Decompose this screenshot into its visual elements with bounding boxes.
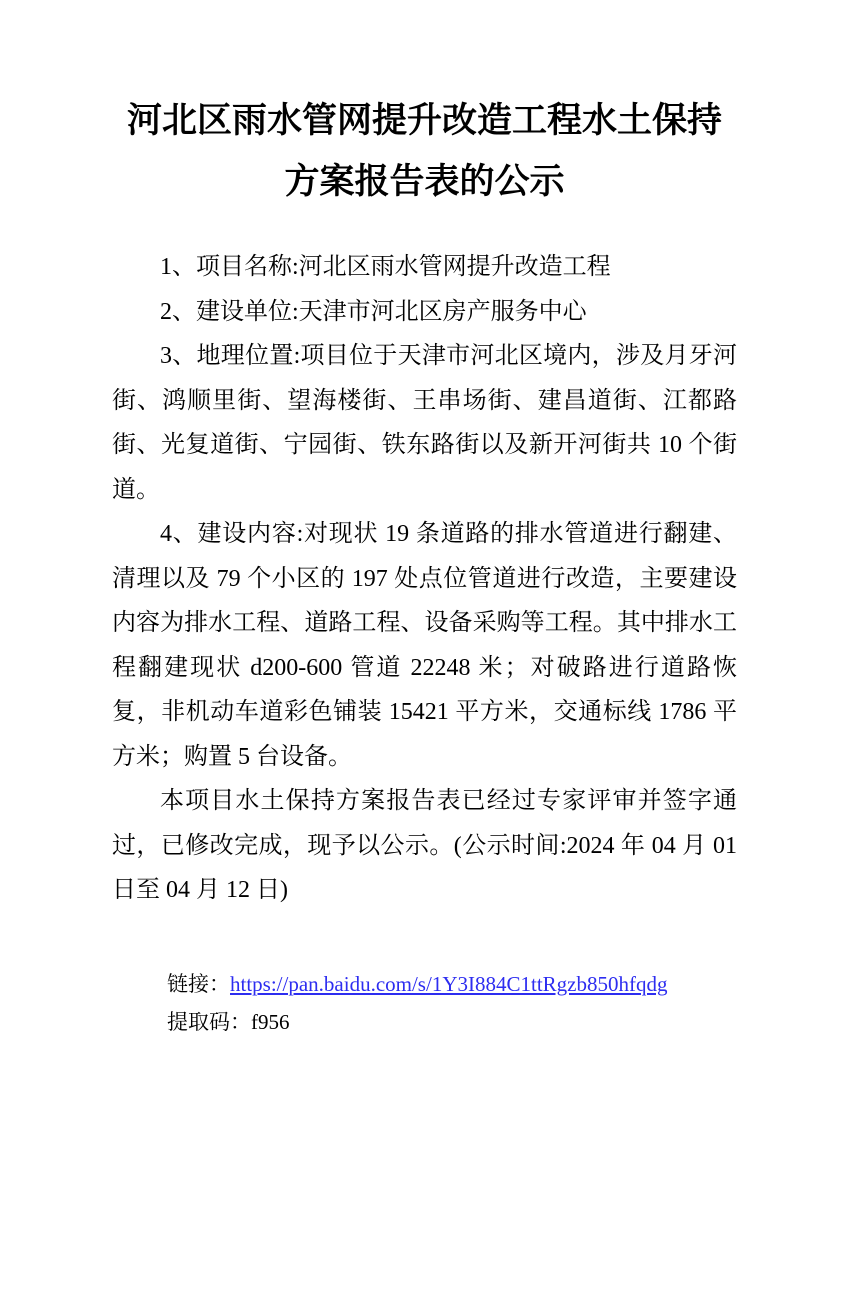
paragraph-construction-content: 4、建设内容:对现状 19 条道路的排水管道进行翻建、清理以及 79 个小区的 197 处点位管道进行改造，主要建设内容为排水工程、道路工程、设备采购等工程。其中排水工程翻建现状 d200-600 管道 22248 米；对破路进行道路恢复，非机动车道彩色铺装 15421 平方米，交通标线 1786 平方米；购置 5 台设备。 [112, 521, 737, 770]
baidu-pan-link[interactable]: https://pan.baidu.com/s/1Y3I884C1ttRgzb850hfqdg [230, 971, 668, 996]
title-line-2: 方案报告表的公示 [284, 162, 565, 201]
link-label: 链接： [167, 971, 230, 996]
code-row [167, 1003, 737, 1041]
extraction-code-label: 提取码： [167, 1009, 251, 1034]
paragraph-location: 3、地理位置:项目位于天津市河北区境内，涉及月牙河街、鸿顺里街、望海楼街、王串场街、建昌道街、江都路街、光复道街、宁园街、铁东路街以及新开河街共 10 个街道。 [112, 343, 737, 503]
paragraph-project-name: 1、项目名称:河北区雨水管网提升改造工程 [160, 254, 611, 280]
paragraph-construction-unit: 2、建设单位:天津市河北区房产服务中心 [160, 298, 587, 325]
notice-page [0, 90, 849, 1290]
attachment-section [112, 965, 737, 1041]
extraction-code-value: f956 [251, 1009, 290, 1034]
link-row [167, 965, 737, 1003]
notice-body [112, 245, 737, 913]
title-line-1: 河北区雨水管网提升改造工程水土保持 [126, 101, 722, 140]
document-title [112, 90, 737, 212]
paragraph-publicity-statement: 本项目水土保持方案报告表已经过专家评审并签字通过，已修改完成，现予以公示。(公示时间:2024 年 04 月 01 日至 04 月 12 日) [112, 788, 737, 903]
